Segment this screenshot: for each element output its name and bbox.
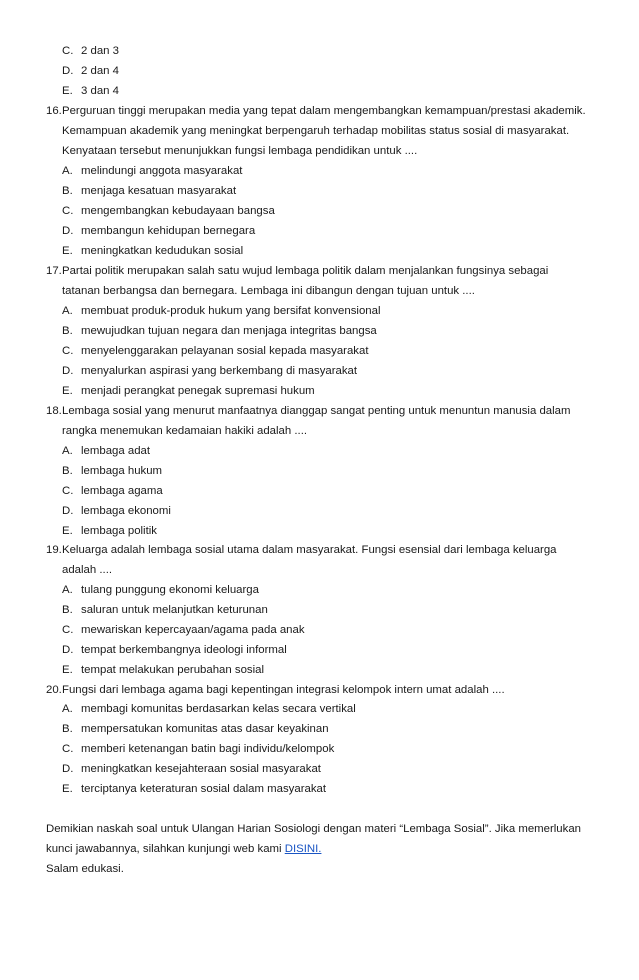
closing-line: Demikian naskah soal untuk Ulangan Harian Sosiologi dengan materi “Lembaga Sosial”. Jika memerlukan	[46, 823, 582, 835]
question-20-text-line: Fungsi dari lembaga agama bagi kepentingan integrasi kelompok intern umat adalah ....	[62, 684, 505, 696]
question-16-number: 16.	[46, 105, 62, 117]
question-20-option-b: B. mempersatukan komunitas atas dasar keyakinan	[62, 723, 329, 735]
question-19-text-line: Keluarga adalah lembaga sosial utama dalam masyarakat. Fungsi esensial dari lembaga keluarga	[62, 544, 557, 556]
question-20-option-a: A. membagi komunitas berdasarkan kelas secara vertikal	[62, 703, 356, 715]
question-16-option-b: B. menjaga kesatuan masyarakat	[62, 185, 237, 197]
question-19-option-b: B. saluran untuk melanjutkan keturunan	[62, 604, 268, 616]
question-19-text-line: adalah ....	[62, 564, 113, 576]
question-16-text-line: Kenyataan tersebut menunjukkan fungsi lembaga pendidikan untuk ....	[62, 145, 418, 157]
question-17-option-a: A. membuat produk-produk hukum yang bersifat konvensional	[62, 305, 381, 317]
question-17-option-e: E. menjadi perangkat penegak supremasi hukum	[62, 385, 315, 397]
option-prev-d: D. 2 dan 4	[62, 65, 120, 77]
question-16-text-line: Perguruan tinggi merupakan media yang tepat dalam mengembangkan kemampuan/prestasi akademik.	[62, 105, 586, 117]
question-17-text-line: Partai politik merupakan salah satu wujud lembaga politik dalam menjalankan fungsinya sebagai	[62, 265, 549, 277]
closing-greeting: Salam edukasi.	[46, 863, 124, 875]
question-17-option-d: D. menyalurkan aspirasi yang berkembang di masyarakat	[62, 365, 358, 377]
question-18-option-b: B. lembaga hukum	[62, 465, 163, 477]
question-19-option-d: D. tempat berkembangnya ideologi informal	[62, 644, 287, 656]
question-19-number: 19.	[46, 544, 62, 556]
option-prev-e: E. 3 dan 4	[62, 85, 120, 97]
question-16-text-line: Kemampuan akademik yang meningkat berpengaruh terhadap mobilitas status sosial di masyarakat.	[62, 125, 570, 137]
question-16-option-c: C. mengembangkan kebudayaan bangsa	[62, 205, 275, 217]
question-16-option-a: A. melindungi anggota masyarakat	[62, 165, 243, 177]
disini-link[interactable]: DISINI.	[284, 843, 322, 855]
closing-line: kunci jawabannya, silahkan kunjungi web kami DISINI.	[46, 843, 322, 855]
question-17-number: 17.	[46, 265, 62, 277]
question-17-option-c: C. menyelenggarakan pelayanan sosial kepada masyarakat	[62, 345, 369, 357]
question-20-option-d: D. meningkatkan kesejahteraan sosial masyarakat	[62, 763, 321, 775]
question-19-option-a: A. tulang punggung ekonomi keluarga	[62, 584, 259, 596]
question-17-text-line: tatanan berbangsa dan bernegara. Lembaga ini dibangun dengan tujuan untuk ....	[62, 285, 475, 297]
question-18-number: 18.	[46, 405, 62, 417]
question-18-option-e: E. lembaga politik	[62, 525, 157, 537]
question-17-option-b: B. mewujudkan tujuan negara dan menjaga integritas bangsa	[62, 325, 377, 337]
question-16-option-d: D. membangun kehidupan bernegara	[62, 225, 256, 237]
question-20-number: 20.	[46, 684, 62, 696]
option-prev-c: C. 2 dan 3	[62, 45, 120, 57]
question-19-option-e: E. tempat melakukan perubahan sosial	[62, 664, 264, 676]
question-18-text-line: rangka menemukan kedamaian hakiki adalah ....	[62, 425, 308, 437]
question-20-option-e: E. terciptanya keteraturan sosial dalam masyarakat	[62, 783, 327, 795]
question-20-option-c: C. memberi ketenangan batin bagi individu/kelompok	[62, 743, 335, 755]
question-18-text-line: Lembaga sosial yang menurut manfaatnya dianggap sangat penting untuk menuntun manusia dalam	[62, 405, 571, 417]
question-18-option-a: A. lembaga adat	[62, 445, 151, 457]
question-18-option-d: D. lembaga ekonomi	[62, 505, 171, 517]
question-16-option-e: E. meningkatkan kedudukan sosial	[62, 245, 244, 257]
question-18-option-c: C. lembaga agama	[62, 485, 163, 497]
question-19-option-c: C. mewariskan kepercayaan/agama pada anak	[62, 624, 305, 636]
